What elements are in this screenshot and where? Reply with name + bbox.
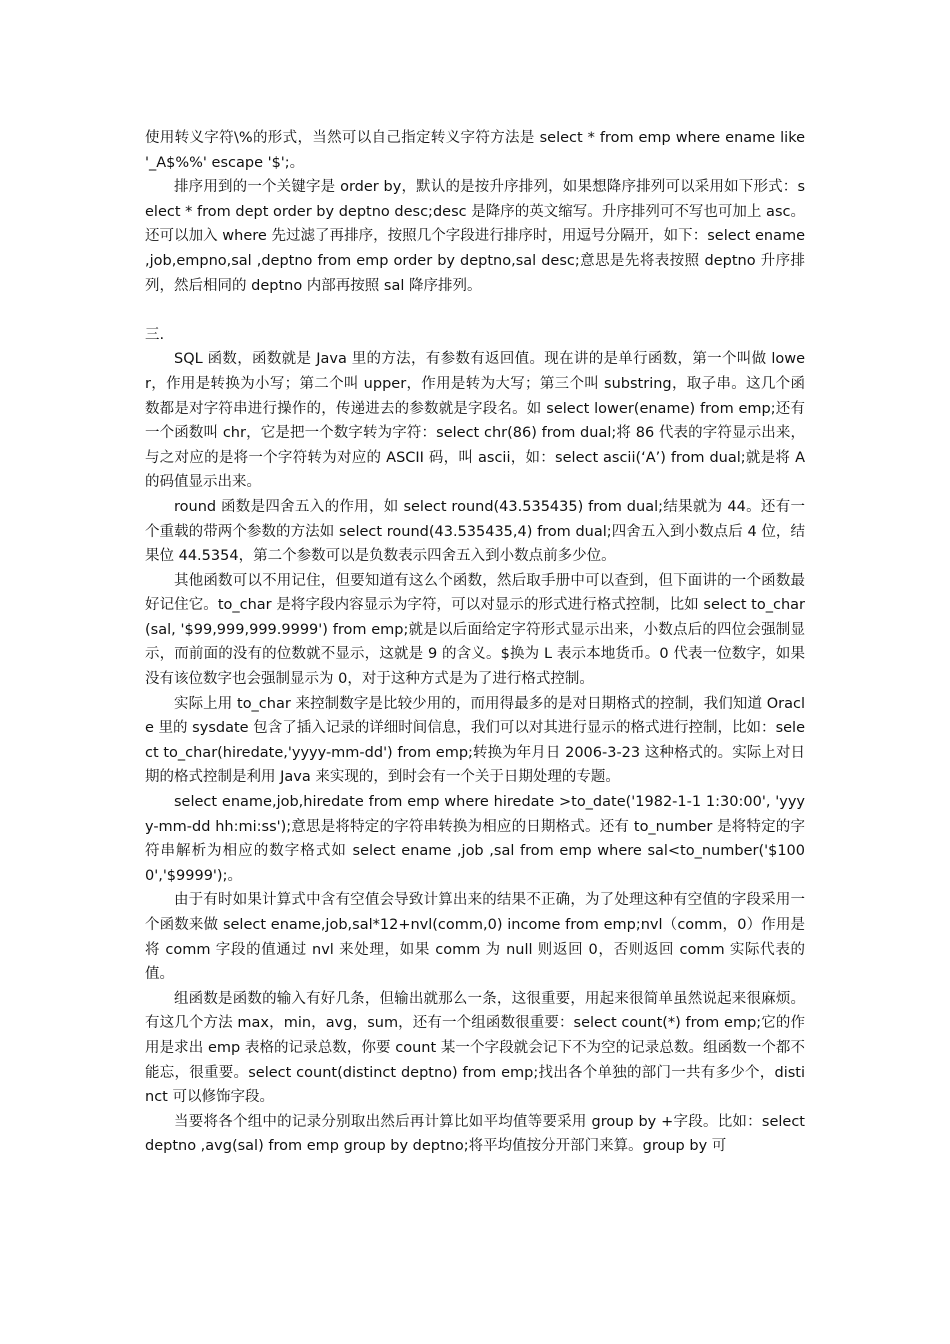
paragraph-order-by: 排序用到的一个关键字是 order by，默认的是按升序排列，如果想降序排列可以采用如下形式：select * from dept order by deptno desc;desc 是降序的英文缩写。升序排列可不写也可加上 asc。还可以加入 where 先过滤了再排序，按照几个字段进行排序时，用逗号分隔开，如下：select ename ,job,empno,sal ,deptno from emp order by deptno,sal desc;意思是先将表按照 deptno 升序排列，然后相同的 deptno 内部再按照 sal 降序排列。 bbox=[145, 179, 805, 294]
blank-line bbox=[145, 298, 805, 323]
paragraph-group-by: 当要将各个组中的记录分别取出然后再计算比如平均值等要采用 group by +字段。比如：select deptno ,avg(sal) from emp group by deptno;将平均值按分开部门来算。group by 可 bbox=[145, 1113, 805, 1155]
document-body bbox=[145, 126, 805, 1159]
paragraph-round: round 函数是四舍五入的作用，如 select round(43.535435) from dual;结果就为 44。还有一个重载的带两个参数的方法如 select round(43.535435,4) from dual;四舍五入到小数点后 4 位，结果位 44.5354，第二个参数可以是负数表示四舍五入到小数点前多少位。 bbox=[145, 498, 805, 565]
paragraph-to-date: select ename,job,hiredate from emp where hiredate >to_date('1982-1-1 1:30:00', 'yyyy-mm-dd hh:mi:ss');意思是将特定的字符串转换为相应的日期格式。还有 to_number 是将特定的字符串解析为相应的数字格式如 select ename ,job ,sal from emp where sal<to_number('$1000','$9999');。 bbox=[145, 794, 805, 884]
paragraph-escape-char: 使用转义字符\%的形式，当然可以自己指定转义字符方法是 select * from emp where ename like '_A$%%' escape '$';。 bbox=[145, 130, 805, 171]
paragraph-sql-functions: SQL 函数，函数就是 Java 里的方法，有参数有返回值。现在讲的是单行函数，第一个叫做 lower，作用是转换为小写；第二个叫 upper，作用是转为大写；第三个叫 substring，取子串。这几个函数都是对字符串进行操作的，传递进去的参数就是字段名。如 select lower(ename) from emp;还有一个函数叫 chr，它是把一个数字转为字符：select chr(86) from dual;将 86 代表的字符显示出来，与之对应的是将一个字符转为对应的 ASCII 码，叫 ascii，如：select ascii(‘A’) from dual;就是将 A 的码值显示出来。 bbox=[145, 351, 805, 491]
paragraph-group-functions: 组函数是函数的输入有好几条，但输出就那么一条，这很重要，用起来很简单虽然说起来很麻烦。有这几个方法 max，min，avg，sum，还有一个组函数很重要：select count(*) from emp;它的作用是求出 emp 表格的记录总数，你要 count 某一个字段就会记下不为空的记录总数。组函数一个都不能忘，很重要。select count(distinct deptno) from emp;找出各个单独的部门一共有多少个，distinct 可以修饰字段。 bbox=[145, 990, 805, 1106]
paragraph-nvl: 由于有时如果计算式中含有空值会导致计算出来的结果不正确，为了处理这种有空值的字段采用一个函数来做 select ename,job,sal*12+nvl(comm,0) income from emp;nvl（comm，0）作用是将 comm 字段的值通过 nvl 来处理，如果 comm 为 null 则返回 0，否则返回 comm 实际代表的值。 bbox=[145, 892, 805, 983]
paragraph-to-char: 其他函数可以不用记住，但要知道有这么个函数，然后取手册中可以查到，但下面讲的一个函数最好记住它。to_char 是将字段内容显示为字符，可以对显示的形式进行格式控制，比如 select to_char(sal, '$99,999,999.9999') from emp;就是以后面给定字符形式显示出来，小数点后的四位会强制显示，而前面的没有的位数就不显示，这就是 9 的含义。$换为 L 表示本地货币。0 代表一位数字，如果没有该位数字也会强制显示为 0，对于这种方式是为了进行格式控制。 bbox=[145, 572, 805, 688]
paragraph-date-format: 实际上用 to_char 来控制数字是比较少用的，而用得最多的是对日期格式的控制，我们知道 Oracle 里的 sysdate 包含了插入记录的详细时间信息，我们可以对其进行显示的格式进行控制，比如：select to_char(hiredate,'yyyy-mm-dd') from emp;转换为年月日 2006-3-23 这种格式的。实际上对日期的格式控制是利用 Java 来实现的，到时会有一个关于日期处理的专题。 bbox=[145, 695, 805, 786]
section-heading-three: 三. bbox=[145, 326, 165, 343]
